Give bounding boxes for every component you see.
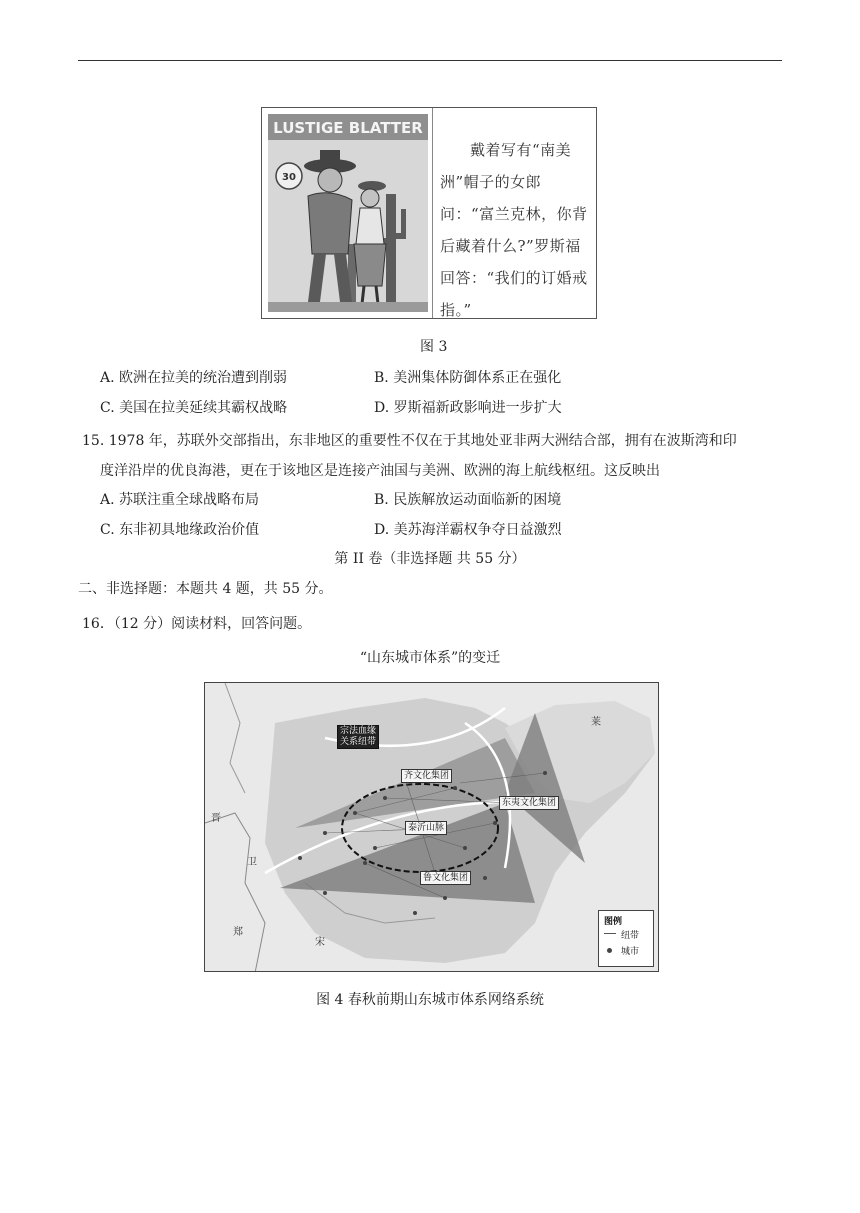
q15-stem-text: 1978 年，苏联外交部指出，东非地区的重要性不仅在于其地处亚非两大洲结合部，拥有在波斯湾和印 — [108, 433, 737, 449]
option-text: 美国在拉美延续其霸权战略 — [119, 400, 288, 416]
option-text: 美洲集体防御体系正在强化 — [393, 370, 562, 386]
poster-title: LUSTIGE BLATTER — [273, 119, 423, 137]
option-text: 东非初具地缘政治价值 — [119, 522, 260, 538]
section-2-instruction: 二、非选择题：本题共 4 题，共 55 分。 — [78, 581, 333, 597]
map-legend — [598, 910, 654, 967]
q15-stem-line-1 — [82, 430, 737, 450]
q15-stem-line-2: 度洋沿岸的优良海港，更在于该地区是连接产油国与美洲、欧洲的海上航线枢纽。这反映出 — [100, 463, 660, 479]
legend-title: 图例 — [604, 917, 623, 927]
option-text: 苏联注重全球战略布局 — [119, 492, 260, 508]
option-key: A. — [100, 492, 115, 508]
option-key: D. — [374, 522, 390, 538]
option-text: 罗斯福新政影响进一步扩大 — [393, 400, 562, 416]
option-key: B. — [374, 370, 389, 386]
figure-divider — [432, 108, 433, 318]
map-label-dongyi: 东夷文化集团 — [499, 796, 559, 810]
q14-option-b — [374, 367, 561, 387]
figure-4-map — [204, 682, 659, 972]
option-key: C. — [100, 400, 115, 416]
legend-line-label: 纽带 — [621, 931, 640, 941]
legend-dot-label: 城市 — [621, 947, 640, 957]
figure-4-label: 图 4 春秋前期山东城市体系网络系统 — [316, 992, 544, 1008]
option-text: 欧洲在拉美的统治遭到削弱 — [119, 370, 288, 386]
q14-option-a — [100, 367, 287, 387]
poster-image — [268, 114, 428, 312]
map-label-lu: 鲁文化集团 — [420, 871, 471, 885]
option-text: 美苏海洋霸权争夺日益激烈 — [393, 522, 562, 538]
option-key: C. — [100, 522, 115, 538]
figure-3 — [261, 107, 597, 319]
q15-option-a — [100, 489, 259, 509]
option-key: D. — [374, 400, 390, 416]
q15-option-c — [100, 519, 259, 539]
map-label-zheng: 郑 — [233, 927, 243, 938]
q14-option-d — [374, 397, 562, 417]
kinship-line-2: 关系纽带 — [340, 737, 377, 747]
map-label-lai: 莱 — [591, 717, 601, 728]
map-label-qi: 齐文化集团 — [401, 769, 452, 783]
map-label-wei: 卫 — [247, 857, 257, 868]
figure-3-caption: 戴着写有“南美洲”帽子的女郎问：“富兰克林，你背后藏着什么?”罗斯福回答：“我们的订婚戒指。” — [440, 141, 588, 319]
map-label-taiyi: 泰沂山脉 — [405, 821, 447, 835]
q14-option-c — [100, 397, 287, 417]
map-label-kinship — [337, 725, 379, 749]
option-key: A. — [100, 370, 115, 386]
q15-option-d — [374, 519, 562, 539]
poster-badge: 30 — [282, 172, 296, 183]
q15-option-b — [374, 489, 561, 509]
legend-dot-symbol — [607, 948, 612, 953]
map-label-jin: 晋 — [211, 813, 221, 824]
map-label-song: 宋 — [315, 937, 325, 948]
figure-3-label: 图 3 — [420, 339, 448, 355]
q16-heading: 16．（12 分）阅读材料，回答问题。 — [82, 616, 312, 632]
option-text: 民族解放运动面临新的困境 — [393, 492, 562, 508]
section-2-title: 第 II 卷（非选择题 共 55 分） — [334, 551, 526, 567]
legend-line-symbol — [604, 933, 616, 934]
material-title: “山东城市体系”的变迁 — [359, 650, 501, 666]
question-number: 15. — [82, 433, 105, 449]
header-rule — [78, 60, 782, 61]
kinship-line-1: 宗法血缘 — [340, 726, 377, 736]
option-key: B. — [374, 492, 389, 508]
